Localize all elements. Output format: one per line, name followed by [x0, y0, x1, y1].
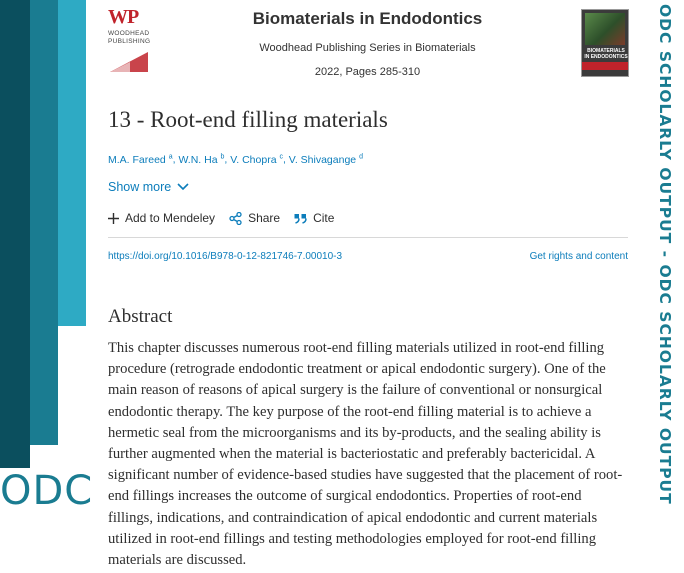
share-button[interactable]: [229, 211, 280, 225]
cover-band: [582, 62, 628, 70]
book-cover[interactable]: [581, 9, 629, 77]
action-bar: [108, 211, 334, 225]
plus-icon: [108, 213, 119, 224]
cite-label: Cite: [313, 211, 335, 225]
cover-title: BIOMATERIALS IN ENDODONTICS: [584, 48, 628, 60]
author-link[interactable]: M.A. Fareed $^a$: [108, 153, 173, 166]
abstract-heading: Abstract: [108, 306, 173, 327]
odc-stripe-mid: [30, 0, 58, 445]
odc-side-text: ODC SCHOLARLY OUTPUT - ODC SCHOLARLY OUTPUT: [656, 4, 674, 505]
odc-logo: ODC: [0, 468, 94, 514]
odc-side-banner: [656, 0, 676, 573]
chapter-title: 13 - Root-end filling materials: [108, 107, 388, 132]
divider: [108, 237, 628, 238]
show-more-label: Show more: [108, 180, 172, 194]
publisher-logo-letters: WP: [108, 6, 139, 28]
book-series[interactable]: Woodhead Publishing Series in Biomaterials: [259, 42, 476, 54]
quote-icon: [294, 213, 307, 224]
book-pages: 2022, Pages 285-310: [314, 66, 421, 78]
share-label: Share: [248, 211, 281, 225]
publisher-logo[interactable]: [108, 6, 150, 74]
odc-stripe-dark: [0, 0, 30, 468]
author-link[interactable]: V. Chopra $^c$: [230, 153, 283, 166]
author-list: M.A. Fareed $^a$, W.N. Ha $^b$, V. Chopra $^c$, V. Shivagange $^d$: [108, 153, 363, 166]
abstract-text: This chapter discusses numerous root-end filling materials utilized in root-end filling procedure (retrograde endodontic treatment or apical endodontic surgery). One of the main reason of reasons of apical surgery is the failure of conventional or nonsurgical endodontic therapy. The key purpose of the root-end filling material is to achieve a hermetic seal from the microorganisms and its by-products, and the sealing ability is further augmented when the material is bacteriostatic and preferably bactericidal. A significant number of evidence-based studies have suggested that the placement of root-end fillings increases the outcome of surgical endodontics. Properties of root-end fillings, indications, and contraindication of apical endodontic and current materials utilized in root-end fillings and testing methodologies employed for root-end filling materials are discussed.: [108, 340, 623, 569]
cite-button[interactable]: [294, 211, 334, 225]
book-title[interactable]: Biomaterials in Endodontics: [252, 9, 483, 28]
cover-image: [585, 13, 625, 45]
author-link[interactable]: V. Shivagange $^d$: [288, 153, 363, 166]
add-to-mendeley-button[interactable]: [108, 211, 215, 225]
get-rights-link[interactable]: Get rights and content: [529, 251, 628, 262]
publisher-logo-mark: [108, 50, 150, 74]
author-link[interactable]: W.N. Ha $^b$: [178, 153, 225, 166]
odc-stripe-light: [58, 0, 86, 326]
publisher-logo-name: WOODHEAD PUBLISHING: [108, 30, 151, 45]
doi-link[interactable]: https://doi.org/10.1016/B978-0-12-821746-7.00010-3: [108, 251, 343, 262]
share-icon: [229, 212, 242, 225]
chevron-down-icon: [177, 183, 189, 191]
show-more-button[interactable]: [108, 180, 189, 194]
add-to-mendeley-label: Add to Mendeley: [125, 211, 216, 225]
